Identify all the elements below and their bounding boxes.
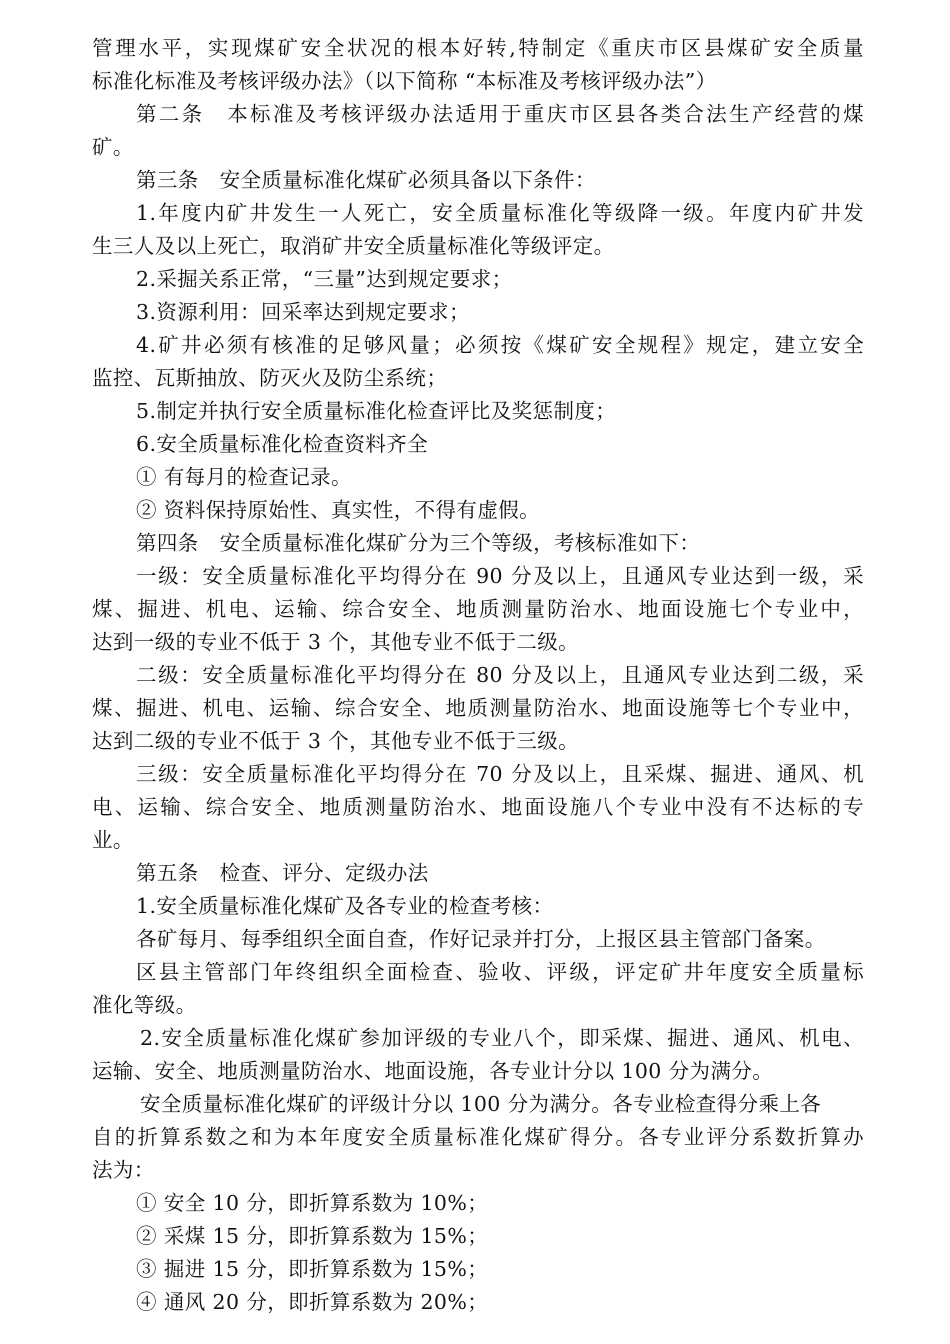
text-line: 自的折算系数之和为本年度安全质量标准化煤矿得分。各专业评分系数折算办 xyxy=(92,1125,864,1149)
text-line: 煤、掘进、机电、运输、综合安全、地质测量防治水、地面设施等七个专业中， xyxy=(92,696,864,720)
text-line: 6.安全质量标准化检查资料齐全 xyxy=(136,432,429,456)
text-line: 生三人及以上死亡，取消矿井安全质量标准化等级评定。 xyxy=(92,234,615,258)
text-line: 第三条 安全质量标准化煤矿必须具备以下条件： xyxy=(136,168,596,192)
text-line: 2.采掘关系正常，“三量”达到规定要求； xyxy=(136,267,513,291)
text-line: 4.矿井必须有核准的足够风量；必须按《煤矿安全规程》规定，建立安全 xyxy=(136,333,864,357)
text-line: 三级：安全质量标准化平均得分在 70 分及以上，且采煤、掘进、通风、机 xyxy=(136,762,864,786)
text-line: 煤、掘进、机电、运输、综合安全、地质测量防治水、地面设施七个专业中， xyxy=(92,597,864,621)
text-line: 各矿每月、每季组织全面自查，作好记录并打分，上报区县主管部门备案。 xyxy=(136,927,826,951)
text-line: 电、运输、综合安全、地质测量防治水、地面设施八个专业中没有不达标的专 xyxy=(92,795,864,819)
text-line: 准化等级。 xyxy=(92,993,197,1017)
text-line: 达到一级的专业不低于 3 个，其他专业不低于二级。 xyxy=(92,630,580,654)
text-line: ① 有每月的检查记录。 xyxy=(136,465,352,489)
text-line: 矿。 xyxy=(92,135,134,159)
text-line: 区县主管部门年终组织全面检查、验收、评级，评定矿井年度安全质量标 xyxy=(136,960,864,984)
text-line: 第四条 安全质量标准化煤矿分为三个等级，考核标准如下： xyxy=(136,531,701,555)
text-line: ② 采煤 15 分，即折算系数为 15%； xyxy=(136,1224,489,1248)
text-line: 安全质量标准化煤矿的评级计分以 100 分为满分。各专业检查得分乘上各 xyxy=(140,1092,822,1116)
text-line: 1.安全质量标准化煤矿及各专业的检查考核： xyxy=(136,894,554,918)
text-line: 一级：安全质量标准化平均得分在 90 分及以上，且通风专业达到一级，采 xyxy=(136,564,864,588)
text-line: 第二条 本标准及考核评级办法适用于重庆市区县各类合法生产经营的煤 xyxy=(136,102,864,126)
text-line: ④ 通风 20 分，即折算系数为 20%； xyxy=(136,1290,489,1314)
text-line: ② 资料保持原始性、真实性，不得有虚假。 xyxy=(136,498,541,522)
text-line: 监控、瓦斯抽放、防灭火及防尘系统； xyxy=(92,366,448,390)
text-line: 1.年度内矿井发生一人死亡，安全质量标准化等级降一级。年度内矿井发 xyxy=(136,201,864,225)
text-line: ① 安全 10 分，即折算系数为 10%； xyxy=(136,1191,489,1215)
text-line: 2.安全质量标准化煤矿参加评级的专业八个，即采煤、掘进、通风、机电、 xyxy=(140,1026,864,1050)
text-line: 运输、安全、地质测量防治水、地面设施，各专业计分以 100 分为满分。 xyxy=(92,1059,774,1083)
text-line: 第五条 检查、评分、定级办法 xyxy=(136,861,429,885)
text-line: 达到二级的专业不低于 3 个，其他专业不低于三级。 xyxy=(92,729,580,753)
text-line: 标准化标准及考核评级办法》（以下简称 “本标准及考核评级办法”） xyxy=(92,69,717,93)
text-line: 3.资源利用：回采率达到规定要求； xyxy=(136,300,470,324)
text-line: 业。 xyxy=(92,828,134,852)
text-line: 管理水平，实现煤矿安全状况的根本好转,特制定《重庆市区县煤矿安全质量 xyxy=(92,36,864,60)
text-line: 二级：安全质量标准化平均得分在 80 分及以上，且通风专业达到二级，采 xyxy=(136,663,864,687)
text-line: 法为： xyxy=(92,1158,155,1182)
document-page xyxy=(92,32,864,1319)
text-line: ③ 掘进 15 分，即折算系数为 15%； xyxy=(136,1257,489,1281)
text-line: 5.制定并执行安全质量标准化检查评比及奖惩制度； xyxy=(136,399,617,423)
